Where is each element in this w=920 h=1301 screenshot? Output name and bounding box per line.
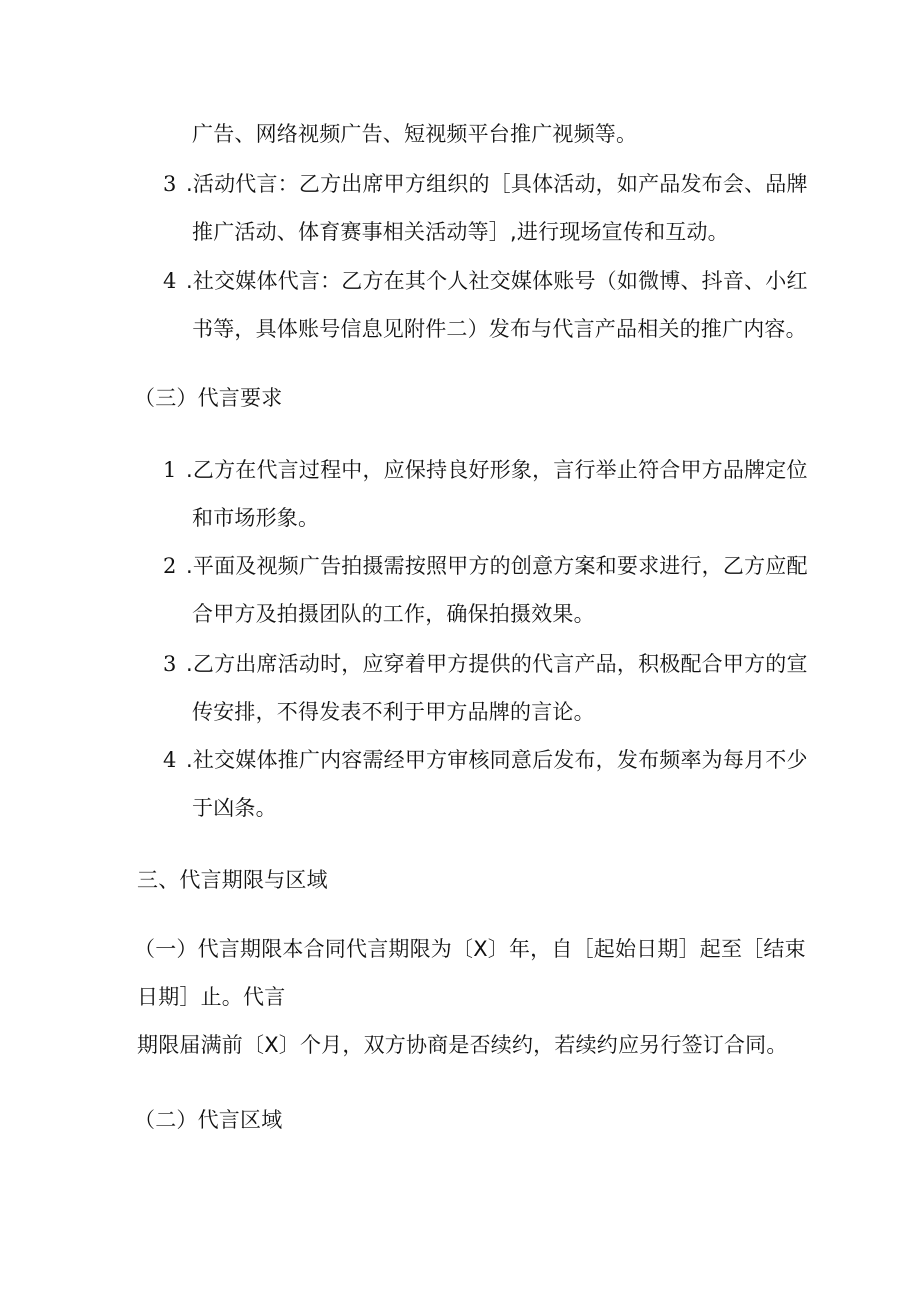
- term-paragraph-line: 期限届满前〔X〕个月，双方协商是否续约，若续约应另行签订合同。: [137, 1033, 788, 1057]
- list-number: 4: [163, 269, 177, 293]
- list-number: 2: [163, 554, 177, 578]
- intro-continuation: 广告、网络视频广告、短视频平台推广视频等。: [192, 122, 638, 146]
- list-item-text: 和市场形象。: [192, 506, 320, 530]
- list-number: 4: [163, 748, 177, 772]
- section-3-heading: 三、代言期限与区域: [137, 868, 328, 892]
- list-number: 1: [163, 458, 177, 482]
- list-item-text: .社交媒体代言：乙方在其个人社交媒体账号（如微博、抖音、小红: [186, 269, 808, 293]
- list-item-text: 合甲方及拍摄团队的工作，确保拍摄效果。: [192, 602, 595, 626]
- list-item-text: .活动代言：乙方出席甲方组织的［具体活动，如产品发布会、品牌: [186, 172, 808, 196]
- list-item-text: 书等，具体账号信息见附件二）发布与代言产品相关的推广内容。: [192, 317, 807, 341]
- list-item-text: .社交媒体推广内容需经甲方审核同意后发布，发布频率为每月不少: [186, 748, 808, 772]
- requirements-heading: （三）代言要求: [134, 386, 283, 410]
- list-number: 3: [163, 652, 177, 676]
- list-item-text: 推广活动、体育赛事相关活动等］,进行现场宣传和互动。: [192, 220, 729, 244]
- list-number: 3: [163, 172, 177, 196]
- region-heading: （二）代言区域: [134, 1108, 283, 1132]
- term-paragraph-line: 日期］止。代言: [137, 985, 286, 1009]
- term-paragraph-line: （一）代言期限本合同代言期限为〔X〕年，自［起始日期］起至［结束: [134, 937, 806, 961]
- list-item-text: 传安排，不得发表不利于甲方品牌的言论。: [192, 700, 595, 724]
- list-item-text: .乙方出席活动时，应穿着甲方提供的代言产品，积极配合甲方的宣: [186, 652, 808, 676]
- list-item-text: 于凶条。: [192, 796, 277, 820]
- list-item-text: .平面及视频广告拍摄需按照甲方的创意方案和要求进行，乙方应配: [186, 554, 808, 578]
- list-item-text: .乙方在代言过程中，应保持良好形象，言行举止符合甲方品牌定位: [186, 458, 808, 482]
